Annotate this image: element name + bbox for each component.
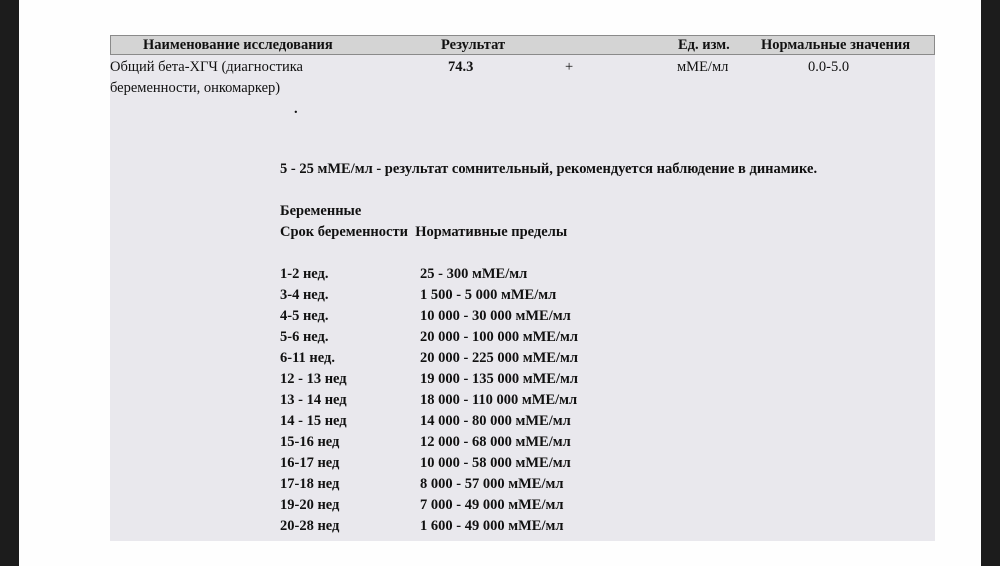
range-value: 12 000 - 68 000 мМЕ/мл xyxy=(420,434,571,450)
header-norm: Нормальные значения xyxy=(761,37,911,53)
range-term: 5-6 нед. xyxy=(280,329,329,345)
range-row xyxy=(280,369,817,390)
pregnant-title: Беременные xyxy=(280,203,362,219)
range-term: 12 - 13 нед xyxy=(280,371,347,387)
range-term: 3-4 нед. xyxy=(280,287,329,303)
test-name: Общий бета-ХГЧ (диагностика беременности, онкомаркер) xyxy=(110,59,303,96)
test-unit: мМЕ/мл xyxy=(677,59,729,75)
header-unit: Ед. изм. xyxy=(678,37,730,53)
range-term: 14 - 15 нед xyxy=(280,413,347,429)
range-value: 18 000 - 110 000 мМЕ/мл xyxy=(420,392,578,408)
range-value: 8 000 - 57 000 мМЕ/мл xyxy=(420,476,564,492)
range-row xyxy=(280,432,817,453)
reference-notes xyxy=(280,159,817,537)
range-row xyxy=(280,306,817,327)
range-value: 1 500 - 5 000 мМЕ/мл xyxy=(420,287,557,303)
range-row xyxy=(280,264,817,285)
range-value: 20 000 - 225 000 мМЕ/мл xyxy=(420,350,578,366)
test-result: 74.3 xyxy=(448,59,474,75)
doubtful-note: 5 - 25 мМЕ/мл - результат сомнительный, рекомендуется наблюдение в динамике. xyxy=(280,161,818,177)
range-term: 17-18 нед xyxy=(280,476,340,492)
table-body xyxy=(110,55,935,541)
range-term: 6-11 нед. xyxy=(280,350,335,366)
lab-report-table xyxy=(110,35,935,541)
range-value: 10 000 - 58 000 мМЕ/мл xyxy=(420,455,571,471)
header-result: Результат xyxy=(441,37,506,53)
range-term: 15-16 нед xyxy=(280,434,340,450)
right-dark-border xyxy=(981,0,1000,566)
range-value: 25 - 300 мМЕ/мл xyxy=(420,266,528,282)
range-row xyxy=(280,390,817,411)
range-row xyxy=(280,327,817,348)
range-term: 20-28 нед xyxy=(280,518,340,534)
document-page xyxy=(19,0,981,566)
range-row xyxy=(280,348,817,369)
columns-label: Срок беременности Нормативные пределы xyxy=(280,224,568,240)
range-value: 14 000 - 80 000 мМЕ/мл xyxy=(420,413,571,429)
range-value: 1 600 - 49 000 мМЕ/мл xyxy=(420,518,564,534)
range-term: 19-20 нед xyxy=(280,497,340,513)
table-header xyxy=(110,35,935,55)
range-value: 20 000 - 100 000 мМЕ/мл xyxy=(420,329,578,345)
range-row xyxy=(280,453,817,474)
range-row xyxy=(280,495,817,516)
range-value: 7 000 - 49 000 мМЕ/мл xyxy=(420,497,564,513)
header-name: Наименование исследования xyxy=(143,37,333,53)
range-value: 19 000 - 135 000 мМЕ/мл xyxy=(420,371,578,387)
dot-marker: . xyxy=(294,101,298,117)
range-term: 1-2 нед. xyxy=(280,266,329,282)
left-dark-border xyxy=(0,0,19,566)
range-term: 4-5 нед. xyxy=(280,308,329,324)
range-row xyxy=(280,285,817,306)
result-flag: + xyxy=(565,59,574,75)
range-row xyxy=(280,411,817,432)
range-row xyxy=(280,474,817,495)
range-term: 16-17 нед xyxy=(280,455,340,471)
range-term: 13 - 14 нед xyxy=(280,392,347,408)
test-norm: 0.0-5.0 xyxy=(808,59,850,75)
range-value: 10 000 - 30 000 мМЕ/мл xyxy=(420,308,571,324)
pregnancy-ranges-list xyxy=(280,264,817,537)
range-row xyxy=(280,516,817,537)
